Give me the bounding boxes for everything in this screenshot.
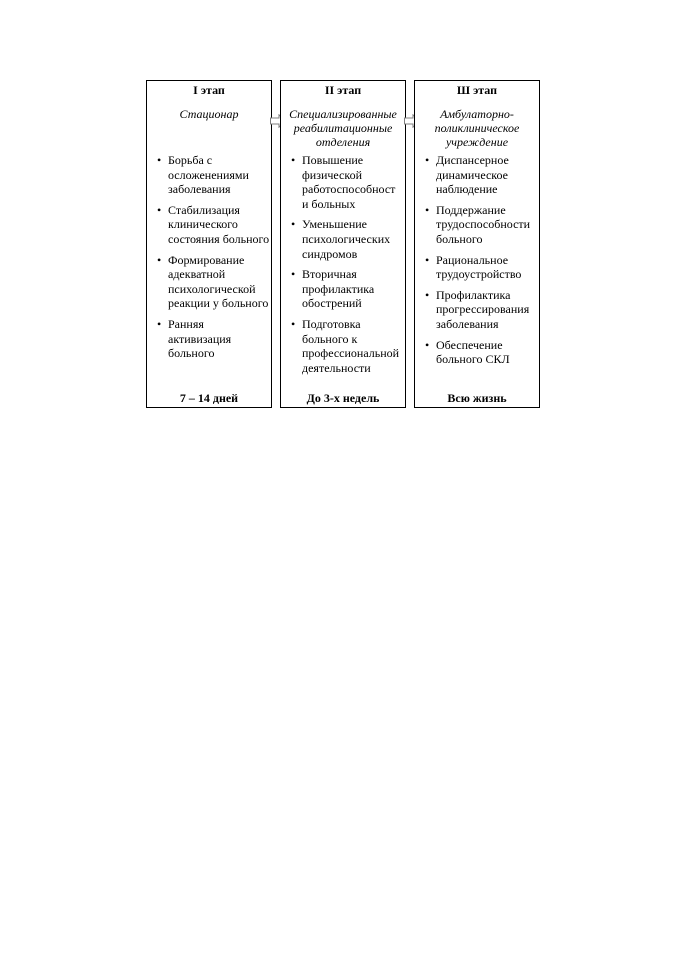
list-item bbox=[147, 317, 271, 361]
list-item bbox=[147, 203, 271, 247]
list-item-text: Уменьшение психологических синдромов bbox=[302, 217, 391, 261]
stage-1-box bbox=[146, 80, 272, 408]
stage-1-header: I этап bbox=[193, 83, 225, 97]
bullet-icon: • bbox=[425, 287, 430, 302]
stage-2-items bbox=[281, 153, 405, 381]
stage-1-duration: 7 – 14 дней bbox=[179, 391, 239, 405]
list-item bbox=[281, 317, 405, 375]
bullet-icon: • bbox=[291, 316, 296, 331]
list-item bbox=[281, 153, 405, 211]
list-item bbox=[281, 217, 405, 261]
list-item-text: Ранняя активизация больного bbox=[168, 316, 232, 361]
list-item bbox=[281, 267, 405, 311]
list-item-text: Диспансерное динамическое наблюдение bbox=[436, 153, 509, 197]
list-item bbox=[415, 288, 539, 332]
list-item bbox=[147, 153, 271, 197]
stage-3-duration: Всю жизнь bbox=[447, 391, 507, 405]
stage-3-header: Ш этап bbox=[456, 83, 498, 97]
list-item bbox=[415, 203, 539, 247]
bullet-icon: • bbox=[291, 153, 296, 167]
stage-1-items bbox=[147, 153, 271, 367]
list-item bbox=[415, 253, 539, 282]
stage-2-place: Специализированные реабилитационные отделения bbox=[289, 107, 397, 149]
bullet-icon: • bbox=[425, 337, 430, 352]
bullet-icon: • bbox=[157, 316, 162, 331]
bullet-icon: • bbox=[425, 153, 430, 167]
list-item-text: Вторичная профилактика обострений bbox=[302, 267, 375, 311]
list-item bbox=[147, 253, 271, 311]
list-item-text: Поддержание трудоспособности больного bbox=[436, 202, 531, 246]
list-item-text: Повышение физической работоспособност и больных bbox=[302, 153, 396, 211]
stage-2-duration: До 3-х недель bbox=[306, 391, 380, 405]
stage-1-place: Стационар bbox=[179, 107, 239, 121]
stage-3-items bbox=[415, 153, 539, 373]
list-item bbox=[415, 153, 539, 197]
bullet-icon: • bbox=[291, 267, 296, 282]
stage-2-box bbox=[280, 80, 406, 408]
stage-2-header: II этап bbox=[324, 83, 362, 97]
list-item-text: Рациональное трудоустройство bbox=[436, 252, 522, 282]
list-item-text: Профилактика прогрессирования заболевания bbox=[436, 287, 530, 331]
bullet-icon: • bbox=[425, 252, 430, 267]
list-item bbox=[415, 338, 539, 367]
bullet-icon: • bbox=[157, 153, 162, 167]
list-item-text: Формирование адекватной психологической реакции у больного bbox=[168, 252, 269, 311]
bullet-icon: • bbox=[157, 202, 162, 217]
list-item-text: Обеспечение больного СКЛ bbox=[436, 337, 510, 367]
stage-3-box bbox=[414, 80, 540, 408]
bullet-icon: • bbox=[157, 252, 162, 267]
list-item-text: Подготовка больного к профессиональной деятельности bbox=[302, 316, 400, 375]
stage-3-place: Амбулаторно-поликлиническое учреждение bbox=[434, 107, 520, 149]
list-item-text: Борьба с осложенениями заболевания bbox=[168, 153, 249, 197]
bullet-icon: • bbox=[291, 217, 296, 232]
list-item-text: Стабилизация клинического состояния больного bbox=[168, 202, 270, 246]
bullet-icon: • bbox=[425, 202, 430, 217]
